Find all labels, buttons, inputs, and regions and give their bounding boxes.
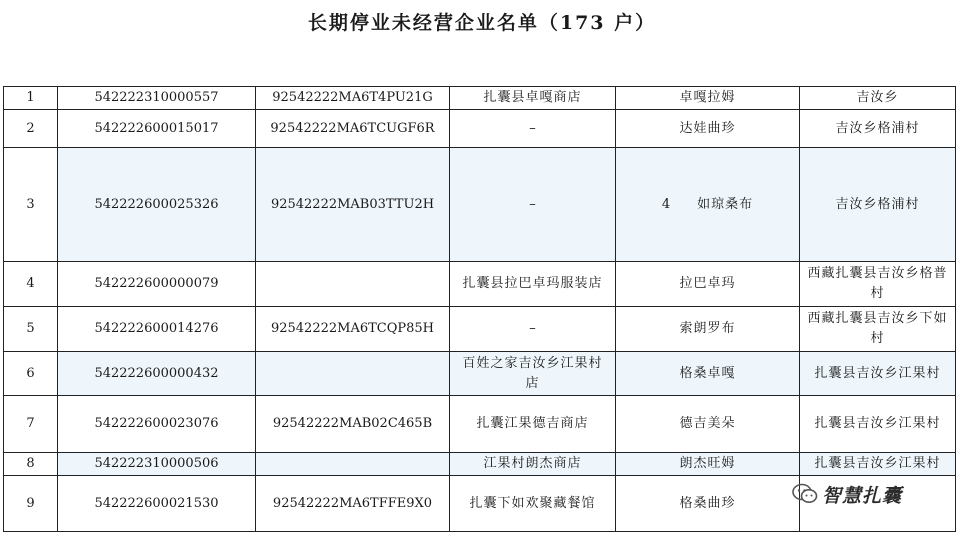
row-number: 3 bbox=[4, 148, 58, 262]
enterprise-name: – bbox=[450, 110, 616, 148]
credit-code: 92542222MA6TCUGF6R bbox=[256, 110, 450, 148]
row-number: 8 bbox=[4, 453, 58, 476]
operator-name bbox=[616, 148, 800, 262]
credit-code: 92542222MA6TFFE9X0 bbox=[256, 476, 450, 532]
table-row bbox=[4, 352, 956, 396]
row-number: 9 bbox=[4, 476, 58, 532]
registration-number: 542222600025326 bbox=[58, 148, 256, 262]
operator-name: 德吉美朵 bbox=[616, 396, 800, 453]
registration-number: 542222310000557 bbox=[58, 87, 256, 110]
registration-number: 542222310000506 bbox=[58, 453, 256, 476]
registration-number: 542222600021530 bbox=[58, 476, 256, 532]
enterprise-name: 扎囊江果德吉商店 bbox=[450, 396, 616, 453]
row-number: 6 bbox=[4, 352, 58, 396]
address: 吉汝乡 bbox=[800, 87, 956, 110]
table-row bbox=[4, 87, 956, 110]
operator-name: 卓嘎拉姆 bbox=[616, 87, 800, 110]
address: 扎囊县吉汝乡江果村 bbox=[800, 453, 956, 476]
operator-name: 朗杰旺姆 bbox=[616, 453, 800, 476]
enterprise-name: 百姓之家吉汝乡江果村店 bbox=[450, 352, 616, 396]
operator-name: 达娃曲珍 bbox=[616, 110, 800, 148]
row-number: 4 bbox=[4, 262, 58, 307]
watermark bbox=[792, 480, 902, 508]
enterprise-name: 扎囊下如欢聚藏餐馆 bbox=[450, 476, 616, 532]
credit-code: 92542222MA6T4PU21G bbox=[256, 87, 450, 110]
operator-prefix: 4 bbox=[661, 196, 672, 212]
row-number: 1 bbox=[4, 87, 58, 110]
wechat-icon bbox=[792, 483, 818, 505]
credit-code bbox=[256, 352, 450, 396]
credit-code bbox=[256, 453, 450, 476]
registration-number: 542222600023076 bbox=[58, 396, 256, 453]
registration-number: 542222600015017 bbox=[58, 110, 256, 148]
credit-code: 92542222MAB03TTU2H bbox=[256, 148, 450, 262]
enterprise-name: – bbox=[450, 307, 616, 352]
row-number: 5 bbox=[4, 307, 58, 352]
enterprise-name: 扎囊县卓嘎商店 bbox=[450, 87, 616, 110]
row-number: 2 bbox=[4, 110, 58, 148]
credit-code bbox=[256, 262, 450, 307]
operator-name: 索朗罗布 bbox=[616, 307, 800, 352]
address: 吉汝乡格浦村 bbox=[800, 110, 956, 148]
table-row bbox=[4, 262, 956, 307]
operator-name-text: 如琼桑布 bbox=[697, 196, 754, 212]
address: 吉汝乡格浦村 bbox=[800, 148, 956, 262]
table-row bbox=[4, 453, 956, 476]
operator-name: 格桑曲珍 bbox=[616, 476, 800, 532]
registration-number: 542222600000079 bbox=[58, 262, 256, 307]
enterprise-table bbox=[3, 86, 956, 532]
row-number: 7 bbox=[4, 396, 58, 453]
registration-number: 542222600014276 bbox=[58, 307, 256, 352]
address: 西藏扎囊县吉汝乡格普村 bbox=[800, 262, 956, 307]
operator-name: 格桑卓嘎 bbox=[616, 352, 800, 396]
enterprise-name: 江果村朗杰商店 bbox=[450, 453, 616, 476]
address: 西藏扎囊县吉汝乡下如村 bbox=[800, 307, 956, 352]
credit-code: 92542222MAB02C465B bbox=[256, 396, 450, 453]
table-row bbox=[4, 396, 956, 453]
address: 扎囊县吉汝乡江果村 bbox=[800, 396, 956, 453]
address: 扎囊县吉汝乡江果村 bbox=[800, 352, 956, 396]
registration-number: 542222600000432 bbox=[58, 352, 256, 396]
watermark-text: 智慧扎囊 bbox=[822, 484, 903, 507]
enterprise-name: – bbox=[450, 148, 616, 262]
table-row bbox=[4, 148, 956, 262]
credit-code: 92542222MA6TCQP85H bbox=[256, 307, 450, 352]
operator-name: 拉巴卓玛 bbox=[616, 262, 800, 307]
page-title: 长期停业未经营企业名单（173 户） bbox=[307, 12, 657, 34]
table-row bbox=[4, 110, 956, 148]
enterprise-name: 扎囊县拉巴卓玛服装店 bbox=[450, 262, 616, 307]
table-row bbox=[4, 307, 956, 352]
